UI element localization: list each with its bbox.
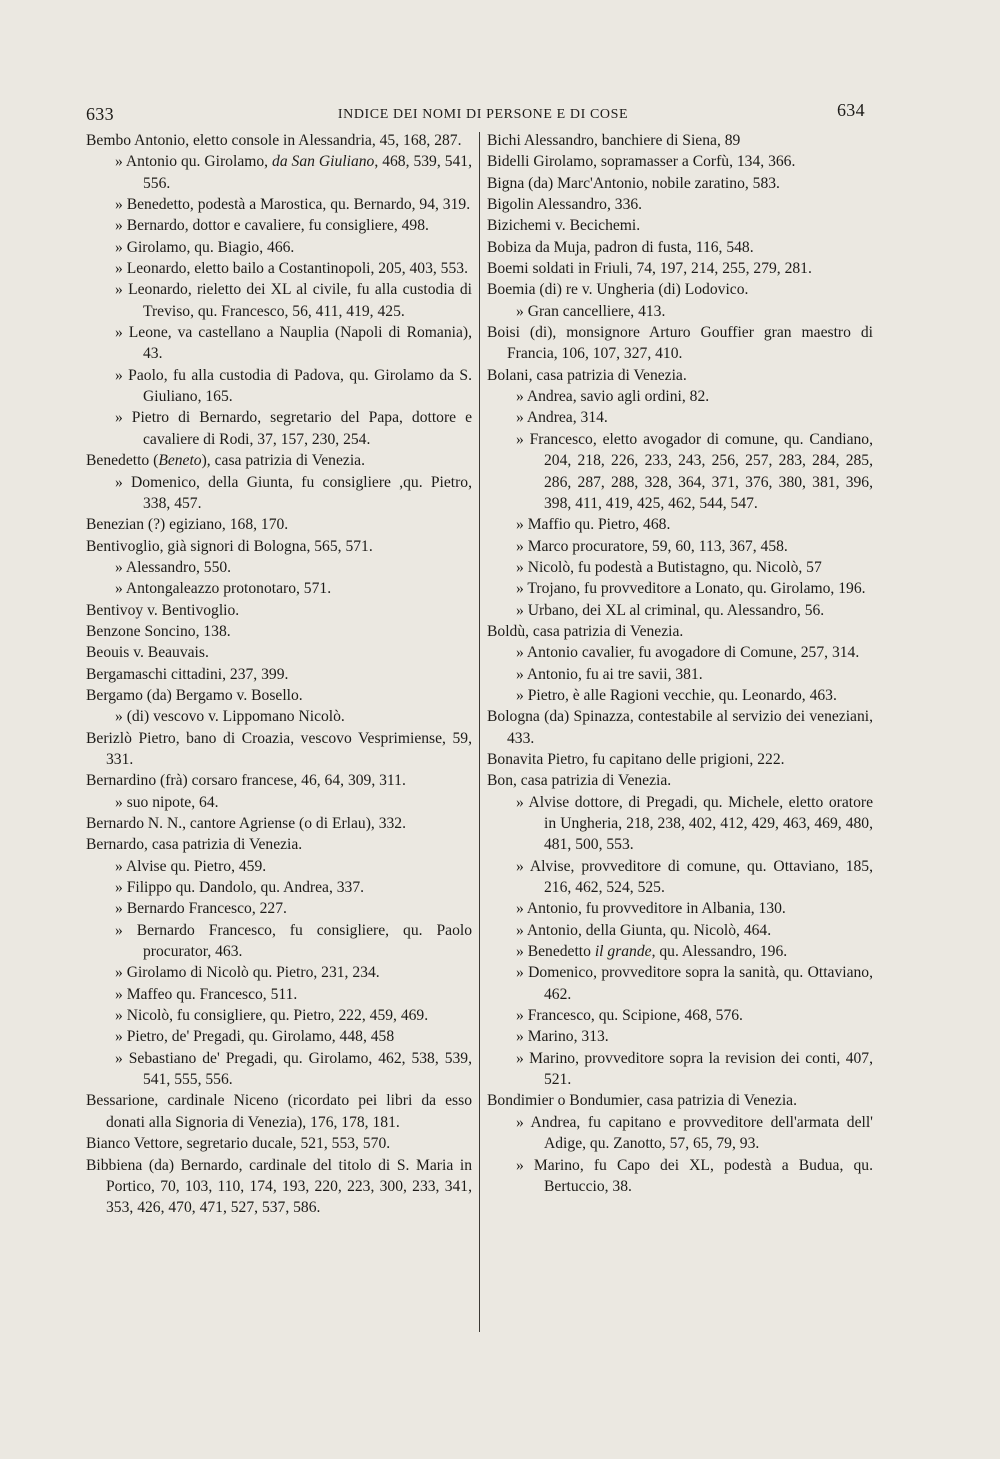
index-subentry: » suo nipote, 64.	[115, 793, 219, 811]
index-subentry: » Francesco, eletto avogador di comune, qu. Candiano, 204, 218, 226, 233, 243, 256, 257, 283, 284, 285, 286, 287, 288, 328, 364, 371, 376, 380, 381, 396, 398, 411, 419, 425, 462, 544, 547.	[516, 430, 873, 512]
page-number-left: 633	[86, 104, 114, 124]
index-entry: Bondimier o Bondumier, casa patrizia di Venezia.	[487, 1092, 798, 1110]
index-subentry: » Leonardo, eletto bailo a Costantinopoli, 205, 403, 553.	[115, 260, 468, 278]
index-entry: Boemi soldati in Friuli, 74, 197, 214, 255, 279, 281.	[487, 260, 812, 278]
index-subentry: » (di) vescovo v. Lippomano Nicolò.	[115, 708, 345, 726]
index-subentry: » Paolo, fu alla custodia di Padova, qu. Girolamo da S. Giuliano, 165.	[115, 366, 472, 406]
index-column-right	[487, 130, 873, 1197]
index-subentry: » Girolamo, qu. Biagio, 466.	[115, 238, 295, 256]
index-entry: Bentivoy v. Bentivoglio.	[86, 601, 240, 619]
index-subentry: » Alvise dottore, di Pregadi, qu. Michele, eletto oratore in Ungheria, 218, 238, 402, 412, 429, 463, 469, 480, 481, 500, 553.	[516, 793, 873, 854]
index-subentry: » Marino, 313.	[516, 1028, 609, 1046]
index-subentry: » Benedetto, podestà a Marostica, qu. Bernardo, 94, 319.	[115, 196, 471, 214]
index-subentry: » Antonio cavalier, fu avogadore di Comune, 257, 314.	[516, 644, 860, 662]
index-entry: Boemia (di) re v. Ungheria (di) Lodovico.	[487, 281, 749, 299]
index-subentry: » Domenico, della Giunta, fu consigliere ,qu. Pietro, 338, 457.	[115, 473, 472, 512]
index-subentry: » Antonio qu. Girolamo, da San Giuliano, 468, 539, 541, 556.	[115, 153, 472, 192]
index-subentry: » Domenico, provveditore sopra la sanità, qu. Ottaviano, 462.	[516, 964, 873, 1003]
index-subentry: » Andrea, fu capitano e provveditore dell'armata dell' Adige, qu. Zanotto, 57, 65, 79, 93.	[516, 1113, 873, 1153]
index-entry: Bonavita Pietro, fu capitano delle prigioni, 222.	[487, 750, 785, 768]
index-subentry: » Marco procuratore, 59, 60, 113, 367, 458.	[516, 537, 788, 555]
page-number-right: 634	[837, 100, 865, 120]
index-entry: Bon, casa patrizia di Venezia.	[487, 772, 672, 790]
index-entry: Boldù, casa patrizia di Venezia.	[487, 622, 684, 640]
index-entry: Bernardo, casa patrizia di Venezia.	[86, 836, 303, 854]
index-subentry: » Trojano, fu provveditore a Lonato, qu. Girolamo, 196.	[516, 580, 866, 598]
index-subentry: » Girolamo di Nicolò qu. Pietro, 231, 234.	[115, 964, 380, 982]
index-subentry: » Francesco, qu. Scipione, 468, 576.	[516, 1007, 743, 1025]
index-entry: Bembo Antonio, eletto console in Alessandria, 45, 168, 287.	[86, 132, 462, 149]
index-subentry: » Nicolò, fu podestà a Butistagno, qu. Nicolò, 57	[516, 558, 822, 576]
index-subentry: » Bernardo Francesco, fu consigliere, qu. Paolo procurator, 463.	[115, 921, 472, 961]
index-subentry: » Benedetto il grande, qu. Alessandro, 196.	[516, 943, 788, 961]
index-entry: Bizichemi v. Becichemi.	[487, 217, 641, 235]
index-subentry: » Pietro, de' Pregadi, qu. Girolamo, 448, 458	[115, 1028, 395, 1046]
index-subentry: » Pietro di Bernardo, segretario del Papa, dottore e cavaliere di Rodi, 37, 157, 230, 254.	[115, 409, 472, 448]
index-entry: Benedetto (Beneto), casa patrizia di Venezia.	[86, 452, 365, 470]
index-entry: Boisi (di), monsignore Arturo Gouffier gran maestro di Francia, 106, 107, 327, 410.	[487, 324, 873, 363]
index-subentry: » Antonio, della Giunta, qu. Nicolò, 464.	[516, 921, 772, 939]
index-entry: Bobiza da Muja, padron di fusta, 116, 548.	[487, 238, 754, 256]
index-subentry: » Bernardo, dottor e cavaliere, fu consigliere, 498.	[115, 217, 429, 235]
index-entry: Bernardino (frà) corsaro francese, 46, 64, 309, 311.	[86, 772, 406, 790]
index-entry: Beouis v. Beauvais.	[86, 644, 209, 662]
index-entry: Bibbiena (da) Bernardo, cardinale del titolo di S. Maria in Portico, 70, 103, 110, 174, 193, 220, 223, 300, 233, 341, 353, 426, 470, 471, 527, 537, 586.	[86, 1156, 472, 1217]
index-subentry: » Antonio, fu provveditore in Albania, 130.	[516, 900, 786, 918]
index-subentry: » Andrea, 314.	[516, 409, 608, 427]
index-entry: Bolani, casa patrizia di Venezia.	[487, 366, 687, 384]
index-subentry: » Urbano, dei XL al criminal, qu. Alessandro, 56.	[516, 601, 825, 619]
running-head: INDICE DEI NOMI DI PERSONE E DI COSE	[337, 107, 629, 122]
index-column-left	[86, 130, 472, 1219]
index-subentry: » Bernardo Francesco, 227.	[115, 900, 287, 918]
index-entry: Bidelli Girolamo, sopramasser a Corfù, 134, 366.	[487, 153, 796, 171]
column-divider	[479, 132, 480, 1332]
index-entry: Bessarione, cardinale Niceno (ricordato pei libri da esso donati alla Signoria di Venezia), 176, 178, 181.	[86, 1092, 472, 1131]
index-subentry: » Pietro, è alle Ragioni vecchie, qu. Leonardo, 463.	[516, 686, 837, 704]
index-subentry: » Leone, va castellano a Nauplia (Napoli di Romania), 43.	[115, 324, 472, 363]
index-subentry: » Filippo qu. Dandolo, qu. Andrea, 337.	[115, 879, 365, 897]
index-subentry: » Nicolò, fu consigliere, qu. Pietro, 222, 459, 469.	[115, 1007, 429, 1025]
index-subentry: » Maffio qu. Pietro, 468.	[516, 516, 671, 534]
index-entry: Bigolin Alessandro, 336.	[487, 196, 643, 214]
index-entry: Bigna (da) Marc'Antonio, nobile zaratino, 583.	[487, 174, 780, 192]
index-entry: Bianco Vettore, segretario ducale, 521, 553, 570.	[86, 1135, 391, 1153]
index-subentry: » Marino, provveditore sopra la revision dei conti, 407, 521.	[516, 1049, 873, 1089]
index-entry: Bichi Alessandro, banchiere di Siena, 89	[487, 132, 741, 149]
index-entry: Bergamaschi cittadini, 237, 399.	[86, 665, 289, 683]
index-subentry: » Andrea, savio agli ordini, 82.	[516, 388, 710, 406]
index-subentry: » Antonio, fu ai tre savii, 381.	[516, 665, 703, 683]
index-entry: Benzone Soncino, 138.	[86, 622, 231, 640]
index-entry: Bernardo N. N., cantore Agriense (o di Erlau), 332.	[86, 815, 407, 832]
index-subentry: » Maffeo qu. Francesco, 511.	[115, 985, 298, 1003]
index-subentry: » Leonardo, rieletto dei XL al civile, fu alla custodia di Treviso, qu. Francesco, 56, 411, 419, 425.	[115, 281, 472, 320]
index-subentry: » Gran cancelliere, 413.	[516, 302, 666, 320]
index-entry: Bentivoglio, già signori di Bologna, 565, 571.	[86, 537, 373, 555]
index-entry: Berizlò Pietro, bano di Croazia, vescovo Vesprimiense, 59, 331.	[86, 729, 472, 768]
index-entry: Bergamo (da) Bergamo v. Bosello.	[86, 686, 303, 704]
index-subentry: » Alvise qu. Pietro, 459.	[115, 857, 267, 875]
index-subentry: » Marino, fu Capo dei XL, podestà a Budua, qu. Bertuccio, 38.	[516, 1156, 873, 1195]
index-subentry: » Antongaleazzo protonotaro, 571.	[115, 580, 332, 598]
index-entry: Bologna (da) Spinazza, contestabile al servizio dei veneziani, 433.	[487, 708, 873, 747]
index-subentry: » Sebastiano de' Pregadi, qu. Girolamo, 462, 538, 539, 541, 555, 556.	[115, 1049, 472, 1089]
index-subentry: » Alvise, provveditore di comune, qu. Ottaviano, 185, 216, 462, 524, 525.	[516, 857, 873, 897]
index-entry: Benezian (?) egiziano, 168, 170.	[86, 516, 289, 534]
index-subentry: » Alessandro, 550.	[115, 558, 232, 576]
